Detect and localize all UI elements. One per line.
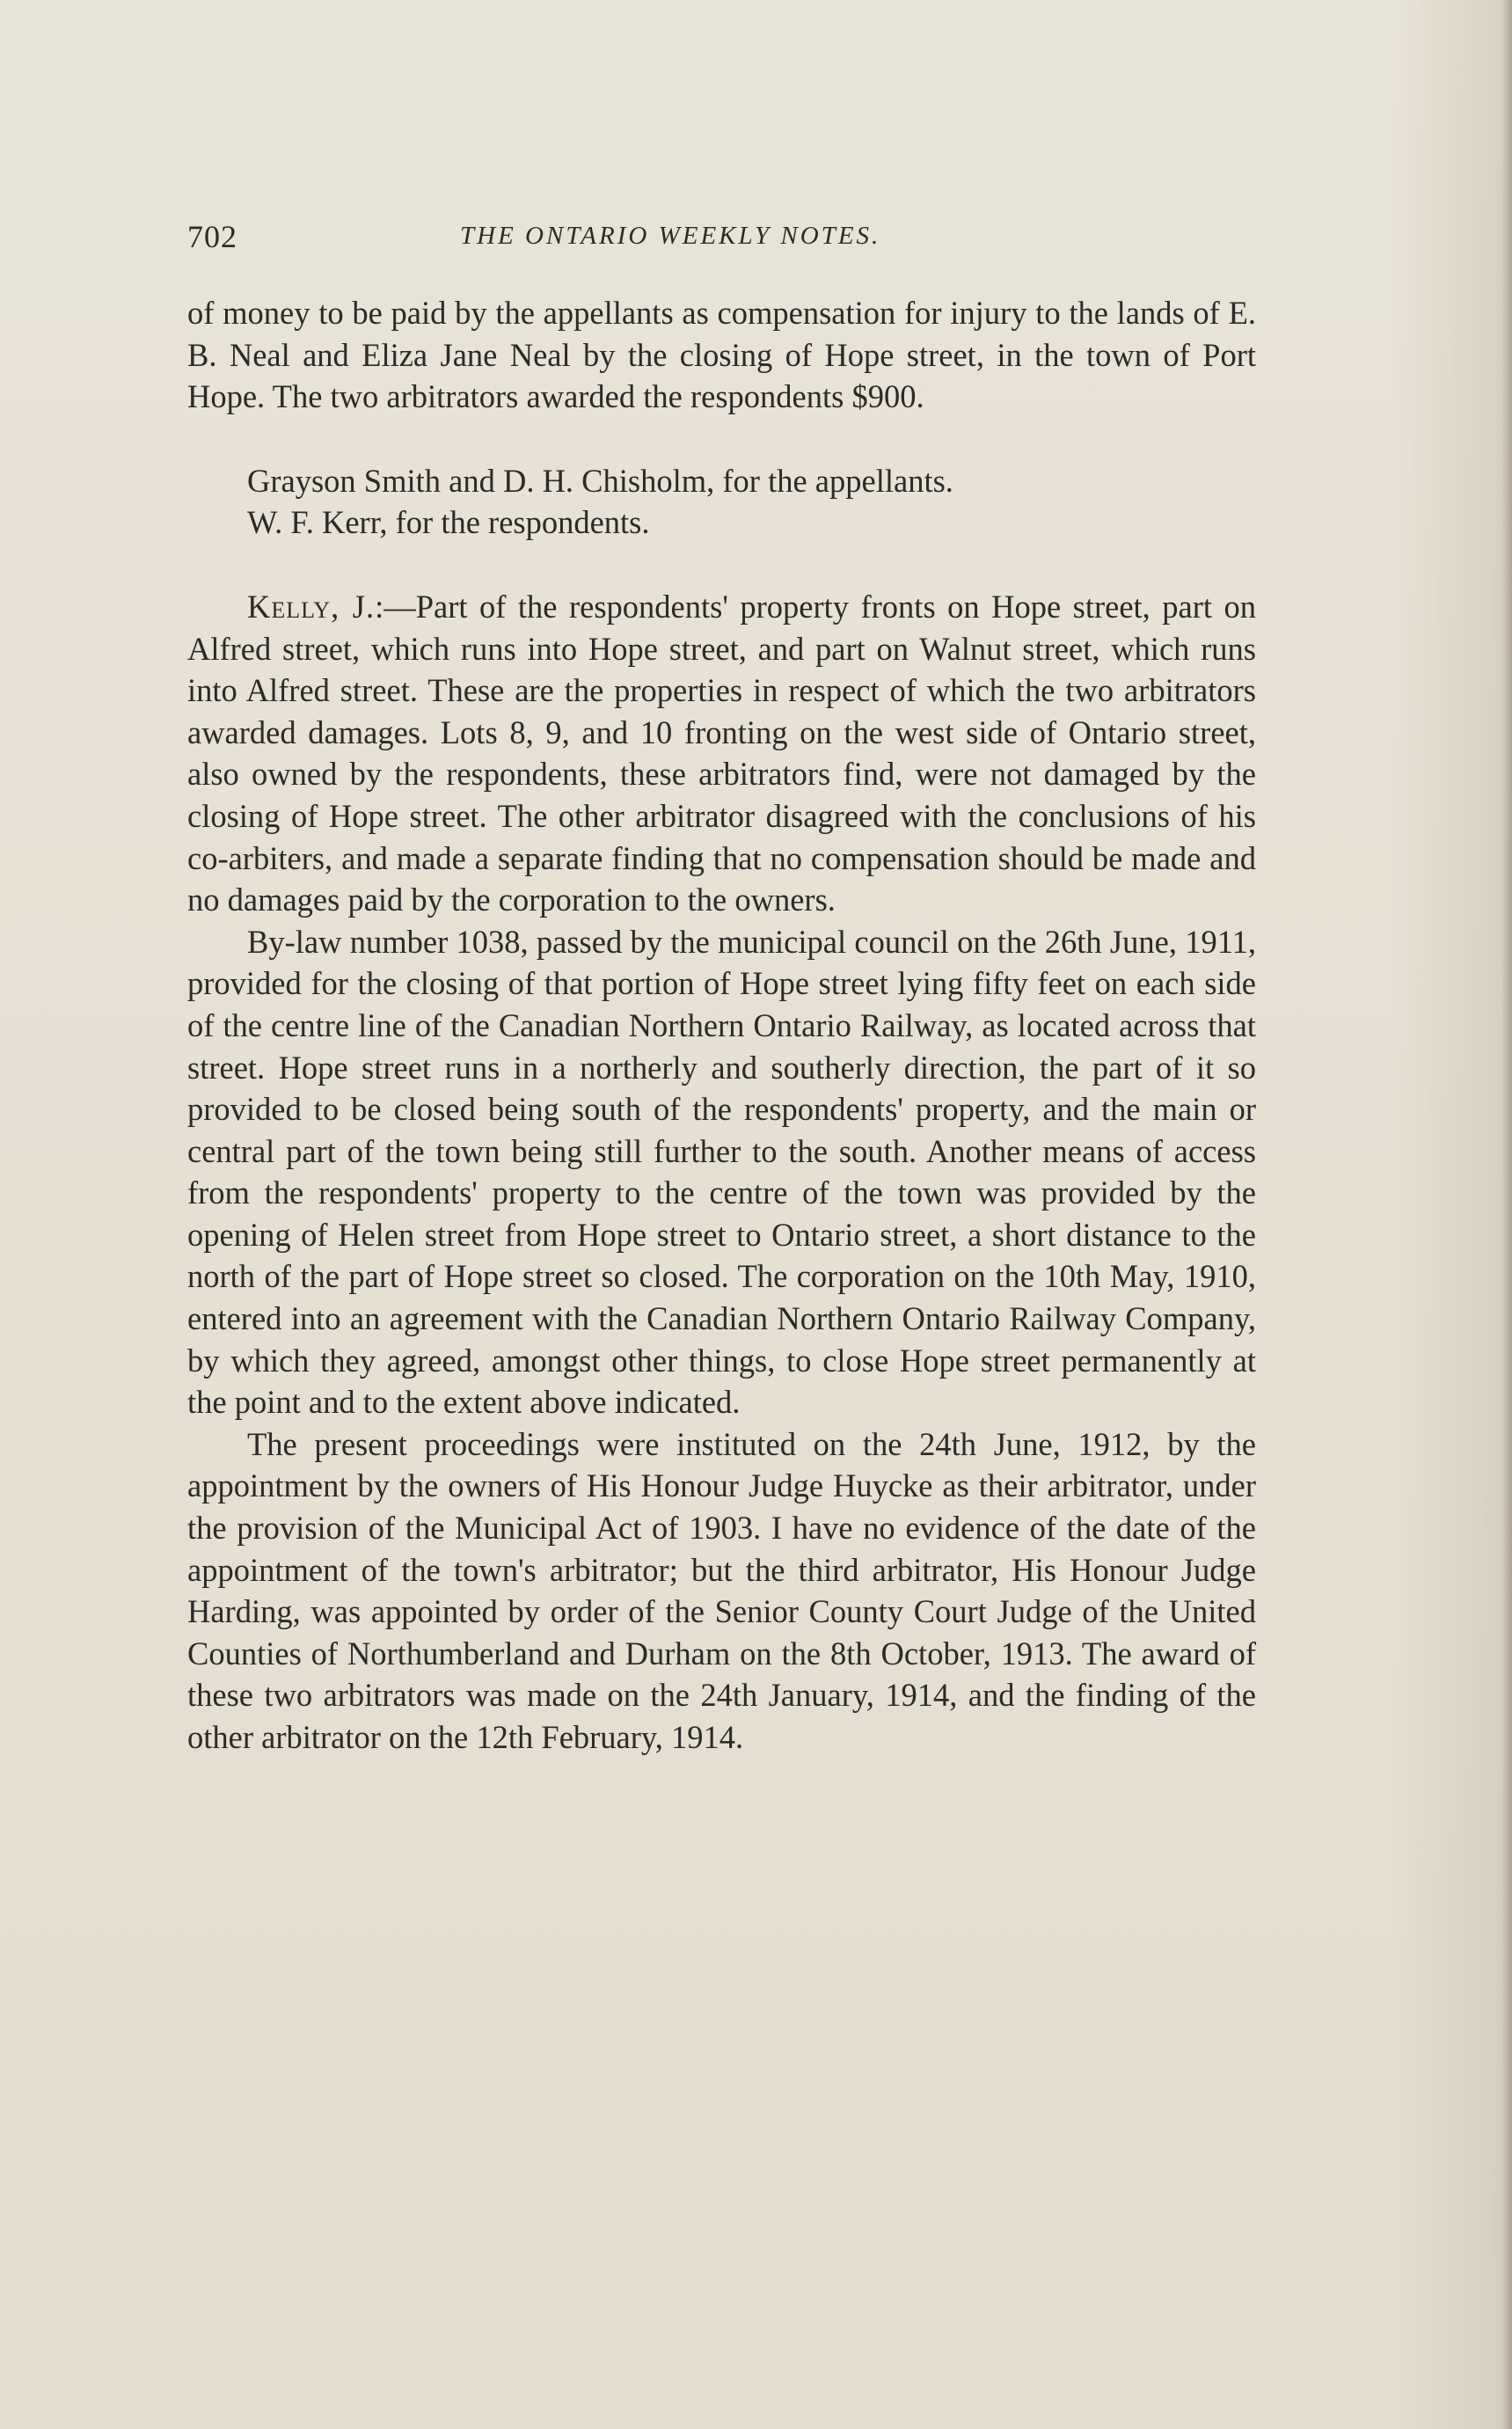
page-number: 702 [187, 219, 237, 254]
paragraph-bylaw: By-law number 1038, passed by the municipal council on the 26th June, 1911, provided for the closing of that portion of Hope street lying fifty feet on each side of the centre line of the Canadian Northern Ontario Railway, as located across that street. Hope street runs in a northerly and southerly direction, the part of it so provided to be closed being south of the respondents' property, and the main or central part of the town being still further to the south. Another means of access from the respondents' property to the centre of the town was provided by the opening of Helen street from Hope street to Ontario street, a short distance to the north of the part of Hope street so closed. The corporation on the 10th May, 1910, entered into an agreement with the Canadian Northern Ontario Railway Company, by which they agreed, amongst other things, to close Hope street permanently at the point and to the extent above indicated. [187, 923, 1256, 1421]
paragraph-judgment-opening [187, 586, 1256, 921]
spacer [187, 418, 1256, 460]
paragraph-continuation: of money to be paid by the appellants as compensation for injury to the lands of E. B. Neal and Eliza Jane Neal by the closing of Hope street, in the town of Port Hope. The two arbitrators awarded the respondents $900. [187, 295, 1256, 415]
judgment-opening-text: :—Part of the respondents' property fronts on Hope street, part on Alfred street, which runs into Hope street, and part on Walnut street, which runs into Alfred street. These are the properties in respect of which the two arbitrators awarded damages. Lots 8, 9, and 10 fronting on the west side of Ontario street, also owned by the respondents, these arbitrators find, were not damaged by the closing of Hope street. The other arbitrator disagreed with the conclusions of his co-arbiters, and made a separate finding that no compensation should be made and no damages paid by the corporation to the owners. [187, 588, 1256, 918]
paragraph-proceedings: The present proceedings were instituted on the 24th June, 1912, by the appointment by the owners of His Honour Judge Huycke as their arbitrator, under the provision of the Municipal Act of 1903. I have no evidence of the date of the appointment of the town's arbitrator; but the third arbitrator, His Honour Judge Harding, was appointed by order of the Senior County Court Judge of the United Counties of Northumberland and Durham on the 8th October, 1913. The award of these two arbitrators was made on the 24th January, 1914, and the finding of the other arbitrator on the 12th February, 1914. [187, 1425, 1256, 1755]
counsel-appellants: Grayson Smith and D. H. Chisholm, for the appellants. [247, 462, 953, 499]
body-text [187, 292, 1256, 1759]
page-header [187, 218, 1260, 262]
spacer [187, 544, 1256, 586]
running-head: THE ONTARIO WEEKLY NOTES. [460, 222, 881, 250]
counsel-respondents: W. F. Kerr, for the respondents. [247, 504, 650, 541]
page-edge-shadow [1501, 0, 1512, 2429]
judge-name: Kelly, J. [247, 588, 376, 625]
